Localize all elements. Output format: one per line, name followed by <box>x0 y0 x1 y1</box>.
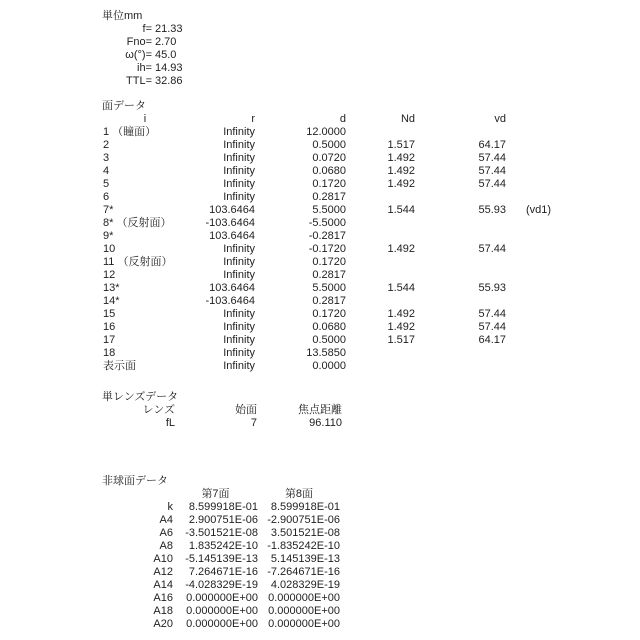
cell-surface8-value: -1.835242E-10 <box>267 540 340 552</box>
cell-distance: 0.1720 <box>312 308 346 320</box>
cell-radius: Infinity <box>223 308 255 320</box>
lens-table-row <box>100 417 342 430</box>
aspheric-table-row <box>100 605 340 618</box>
cell-surface8-value: 5.145139E-13 <box>270 553 340 565</box>
cell-radius: 103.6464 <box>209 282 255 294</box>
cell-coefficient-name: A20 <box>153 618 173 630</box>
cell-vd: 57.44 <box>478 152 506 164</box>
parameter-row <box>100 23 183 36</box>
cell-radius: -103.6464 <box>205 295 255 307</box>
col-header-surface7: 第7面 <box>201 488 230 500</box>
cell-surface8-value: 3.501521E-08 <box>270 527 340 539</box>
cell-surface7-value: 2.900751E-06 <box>188 514 258 526</box>
cell-radius: Infinity <box>223 165 255 177</box>
cell-coefficient-name: A10 <box>153 553 173 565</box>
parameter-value: 2.70 <box>155 36 177 48</box>
cell-coefficient-name: A18 <box>153 605 173 617</box>
cell-distance: -0.2817 <box>308 230 346 242</box>
cell-radius: Infinity <box>223 191 255 203</box>
cell-radius: Infinity <box>223 321 255 333</box>
cell-surface-number: 7* <box>103 204 114 216</box>
cell-surface-number: 13* <box>103 282 120 294</box>
surface-table-row <box>100 269 566 282</box>
cell-radius: -103.6464 <box>205 217 255 229</box>
cell-distance: 0.1720 <box>312 256 346 268</box>
cell-radius: Infinity <box>223 360 255 372</box>
surface-table-row <box>100 321 566 334</box>
cell-nd: 1.492 <box>387 165 415 177</box>
parameter-value: 14.93 <box>155 62 183 74</box>
cell-surface-number: 表示面 <box>103 360 136 372</box>
cell-vd: 57.44 <box>478 321 506 333</box>
single-lens-data-title: 単レンズデータ <box>102 391 179 403</box>
surface-table-row <box>100 165 566 178</box>
cell-surface8-value: 0.000000E+00 <box>268 605 340 617</box>
cell-distance: 0.5000 <box>312 334 346 346</box>
cell-surface-number: 3 <box>103 152 110 164</box>
col-header-r: r <box>251 113 255 125</box>
cell-coefficient-name: A12 <box>153 566 173 578</box>
surface-table-body <box>100 126 566 373</box>
parameter-value: 32.86 <box>155 75 183 87</box>
cell-surface8-value: 0.000000E+00 <box>268 618 340 630</box>
cell-surface-number: 1 （瞳面） <box>103 126 157 138</box>
cell-distance: 0.2817 <box>312 269 346 281</box>
cell-distance: 0.5000 <box>312 139 346 151</box>
cell-surface-number: 5 <box>103 178 110 190</box>
surface-table-header-row <box>100 113 566 126</box>
cell-nd: 1.492 <box>387 308 415 320</box>
cell-nd: 1.517 <box>387 334 415 346</box>
cell-surface-number: 14* <box>103 295 120 307</box>
cell-vd: 57.44 <box>478 243 506 255</box>
cell-coefficient-name: A14 <box>153 579 173 591</box>
cell-radius: Infinity <box>223 334 255 346</box>
aspheric-table-row <box>100 540 340 553</box>
cell-coefficient-name: A16 <box>153 592 173 604</box>
cell-surface7-value: 1.835242E-10 <box>188 540 258 552</box>
parameter-label: ω(°)= <box>125 49 152 61</box>
cell-nd: 1.517 <box>387 139 415 151</box>
cell-surface-number: 15 <box>103 308 116 320</box>
cell-coefficient-name: k <box>167 501 173 513</box>
cell-vd: 57.44 <box>478 178 506 190</box>
aspheric-table-row <box>100 514 340 527</box>
cell-distance: 5.5000 <box>312 204 346 216</box>
surface-table-row <box>100 204 566 217</box>
cell-distance: 0.2817 <box>312 295 346 307</box>
parameter-label: Fno= <box>126 36 152 48</box>
cell-radius: Infinity <box>223 256 255 268</box>
aspheric-table-row <box>100 527 340 540</box>
parameter-row <box>100 49 183 62</box>
cell-surface-number: 4 <box>103 165 110 177</box>
aspheric-table-row <box>100 618 340 631</box>
cell-distance: 0.0680 <box>312 165 346 177</box>
cell-nd: 1.492 <box>387 178 415 190</box>
surface-table-row <box>100 360 566 373</box>
aspheric-table-row <box>100 579 340 592</box>
parameter-label: f= <box>142 23 152 35</box>
cell-start-surface: 7 <box>250 417 257 429</box>
cell-distance: -5.5000 <box>308 217 346 229</box>
col-header-start-surface: 始面 <box>235 404 257 416</box>
cell-surface-number: 6 <box>103 191 110 203</box>
col-header-i: i <box>143 113 147 125</box>
cell-surface7-value: -4.028329E-19 <box>185 579 258 591</box>
cell-nd: 1.492 <box>387 321 415 333</box>
cell-vd: 57.44 <box>478 165 506 177</box>
aspheric-table-row <box>100 566 340 579</box>
aspheric-table-body <box>100 501 340 631</box>
cell-surface-number: 16 <box>103 321 116 333</box>
surface-data-title: 面データ <box>102 100 146 112</box>
cell-surface-number: 18 <box>103 347 116 359</box>
single-lens-data-section <box>100 391 342 430</box>
surface-table-row <box>100 295 566 308</box>
surface-table-row <box>100 191 566 204</box>
parameter-label: TTL= <box>126 75 152 87</box>
cell-vd: 64.17 <box>478 334 506 346</box>
surface-table-row <box>100 243 566 256</box>
cell-distance: 12.0000 <box>306 126 346 138</box>
col-header-lens: レンズ <box>142 404 175 416</box>
cell-distance: 0.0680 <box>312 321 346 333</box>
aspheric-table-header-row <box>100 488 340 501</box>
cell-nd: 1.492 <box>387 152 415 164</box>
surface-table-row <box>100 139 566 152</box>
cell-coefficient-name: A4 <box>159 514 173 526</box>
cell-surface8-value: -2.900751E-06 <box>267 514 340 526</box>
aspheric-data-title: 非球面データ <box>102 475 168 487</box>
cell-vd: 57.44 <box>478 308 506 320</box>
cell-distance: 0.0000 <box>312 360 346 372</box>
cell-lens-name: fL <box>165 417 175 429</box>
surface-table-row <box>100 152 566 165</box>
surface-table-row <box>100 217 566 230</box>
cell-radius: Infinity <box>223 126 255 138</box>
surface-table-row <box>100 334 566 347</box>
parameter-row <box>100 75 183 88</box>
cell-surface7-value: 0.000000E+00 <box>186 618 258 630</box>
cell-surface7-value: -3.501521E-08 <box>185 527 258 539</box>
cell-radius: Infinity <box>223 152 255 164</box>
parameter-value: 45.0 <box>155 49 177 61</box>
cell-surface-number: 8* （反射面） <box>103 217 172 229</box>
surface-table-row <box>100 347 566 360</box>
cell-radius: 103.6464 <box>209 230 255 242</box>
cell-surface8-value: 8.599918E-01 <box>270 501 340 513</box>
aspheric-table-row <box>100 592 340 605</box>
cell-surface-number: 12 <box>103 269 116 281</box>
aspheric-table-row <box>100 501 340 514</box>
surface-table-row <box>100 282 566 295</box>
cell-radius: Infinity <box>223 269 255 281</box>
cell-surface-number: 10 <box>103 243 116 255</box>
cell-nd: 1.544 <box>387 282 415 294</box>
surface-data-section <box>100 100 566 373</box>
cell-note: (vd1) <box>526 204 552 216</box>
col-header-focal-length: 焦点距離 <box>298 404 342 416</box>
unit-label: 単位mm <box>102 10 143 22</box>
cell-distance: 5.5000 <box>312 282 346 294</box>
cell-vd: 64.17 <box>478 139 506 151</box>
cell-radius: Infinity <box>223 243 255 255</box>
parameter-row <box>100 62 183 75</box>
cell-radius: Infinity <box>223 139 255 151</box>
cell-coefficient-name: A8 <box>159 540 173 552</box>
aspheric-table-row <box>100 553 340 566</box>
cell-focal-length: 96.110 <box>309 417 342 429</box>
col-header-d: d <box>339 113 346 125</box>
cell-surface8-value: 0.000000E+00 <box>268 592 340 604</box>
cell-surface-number: 11 （反射面） <box>103 256 173 268</box>
cell-surface-number: 9* <box>103 230 114 242</box>
col-header-nd: Nd <box>400 113 415 125</box>
cell-distance: 0.0720 <box>312 152 346 164</box>
cell-surface-number: 2 <box>103 139 110 151</box>
parameter-label: ih= <box>137 62 152 74</box>
cell-surface7-value: -5.145139E-13 <box>185 553 258 565</box>
lens-table-header-row <box>100 404 342 417</box>
cell-surface-number: 17 <box>103 334 116 346</box>
cell-surface7-value: 0.000000E+00 <box>186 592 258 604</box>
cell-vd: 55.93 <box>478 204 506 216</box>
cell-distance: 0.2817 <box>312 191 346 203</box>
cell-distance: -0.1720 <box>308 243 346 255</box>
surface-table-row <box>100 126 566 139</box>
cell-coefficient-name: A6 <box>159 527 173 539</box>
cell-surface8-value: 4.028329E-19 <box>270 579 340 591</box>
parameter-value: 21.33 <box>155 23 183 35</box>
cell-vd: 55.93 <box>478 282 506 294</box>
cell-surface7-value: 0.000000E+00 <box>186 605 258 617</box>
cell-radius: 103.6464 <box>209 204 255 216</box>
aspheric-data-section <box>100 475 340 631</box>
cell-radius: Infinity <box>223 178 255 190</box>
cell-nd: 1.492 <box>387 243 415 255</box>
col-header-surface8: 第8面 <box>284 488 314 500</box>
cell-distance: 0.1720 <box>312 178 346 190</box>
cell-surface8-value: -7.264671E-16 <box>267 566 340 578</box>
surface-table-row <box>100 308 566 321</box>
cell-surface7-value: 7.264671E-16 <box>188 566 258 578</box>
col-header-vd: vd <box>494 113 506 125</box>
surface-table-row <box>100 230 566 243</box>
surface-table-row <box>100 178 566 191</box>
parameter-row <box>100 36 183 49</box>
general-parameters-section <box>100 10 183 88</box>
cell-distance: 13.5850 <box>306 347 346 359</box>
cell-radius: Infinity <box>223 347 255 359</box>
cell-surface7-value: 8.599918E-01 <box>188 501 258 513</box>
parameter-list <box>100 23 183 88</box>
surface-table-row <box>100 256 566 269</box>
cell-nd: 1.544 <box>387 204 415 216</box>
